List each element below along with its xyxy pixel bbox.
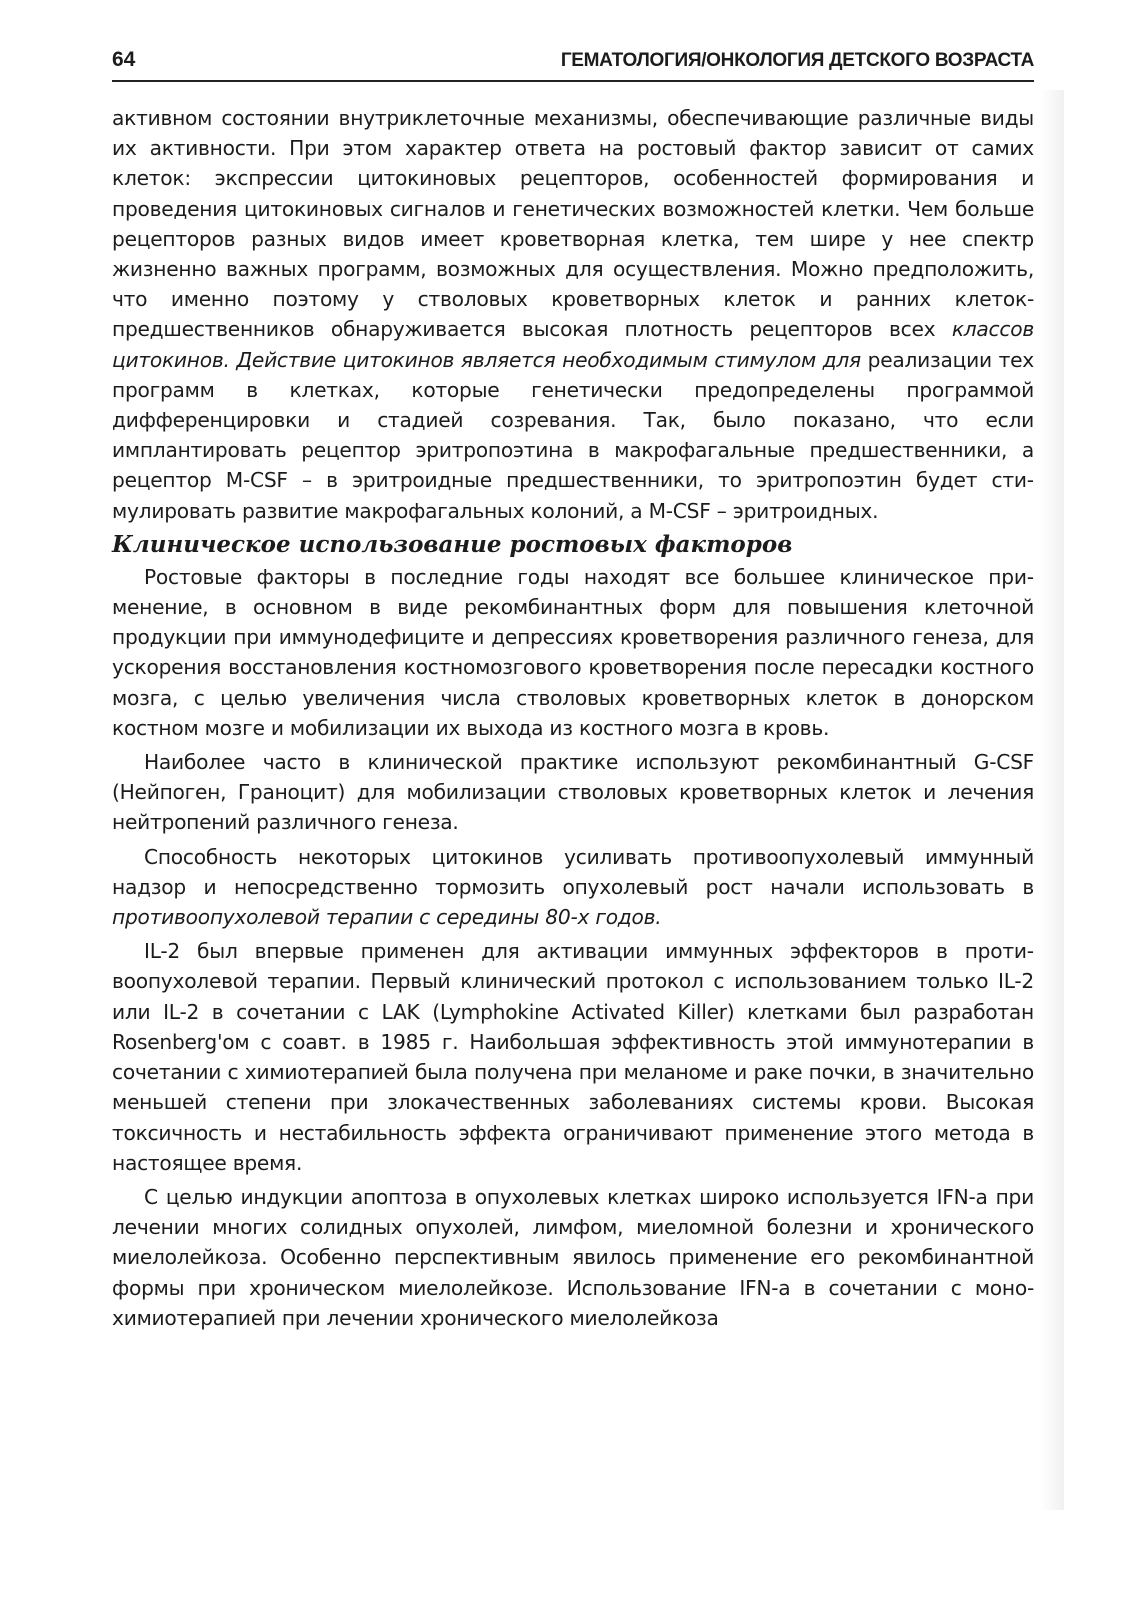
page-header bbox=[112, 44, 1034, 82]
paragraph-4 bbox=[112, 842, 1034, 933]
paragraph-1-rest-text: реализации тех программ в клетках, которые генетически предопределены программой дифференцировки и стадией созревания. Так, было показано, что если имплантировать рецептор эритропоэтина в макрофагальные предшественники, а рецептор M-CSF – в эритроидные предшественники, то эритропоэтин будет стимулировать развитие макрофагальных колоний, а M-CSF – эритроидных. bbox=[112, 347, 1034, 523]
page-body bbox=[112, 103, 1034, 1333]
paragraph-6: С целью индукции апоптоза в опухолевых клетках широко используется IFN-a при лечении многих солидных опухолей, лимфом, миеломной болезни и хронического миелолейкоза. Особенно перспективным явилось применение его рекомбинантной формы при хроническом миелолейкозе. Использование IFN-a в сочетании с моно- химиотерапией при лечении хронического миелолейкоза bbox=[112, 1184, 1034, 1330]
paragraph-4-text: Способность некоторых цитокинов усиливать противоопухолевый иммунный надзор и непосредственно тормозить опухолевый рост начали использовать в bbox=[112, 844, 1034, 899]
paragraph-4-italic-text: противоопухолевой терапии с середины 80-х годов. bbox=[112, 905, 662, 930]
running-title: ГЕМАТОЛОГИЯ/ОНКОЛОГИЯ ДЕТСКОГО ВОЗРАСТА bbox=[560, 50, 1034, 71]
paragraph-2: Ростовые факторы в последние годы находят все большее клиническое применение, в основном в виде рекомбинантных форм для повышения клеточной продукции при иммунодефиците и депрессиях кроветворения различного генеза, для ускорения восстановления костномозгового кроветворения после пересадки костного мозга, с целью увеличения числа стволовых кроветворных клеток в донорском костном мозге и мобилизации их выхода из костного мозга в кровь. bbox=[112, 564, 1034, 740]
page-number: 64 bbox=[112, 48, 136, 71]
paragraph-1-text: активном состоянии внутриклеточные механизмы, обеспечивающие различные виды их активности. При этом характер ответа на ростовый фактор зависит от самих клеток: экспрессии цитокиновых рецепторов, особенностей формирования и проведения цитокиновых сигналов и генетических возможностей клетки. Чем больше рецепторов разных видов имеет кроветворная клетка, тем шире у нее спектр жизненно важных программ, возможных для осуществления. Можно предположить, что именно поэтому у стволовых кроветворных клеток и ранних клеток-предшественников обнаруживается высокая плотность рецепторов всех bbox=[112, 106, 1034, 342]
paragraph-3: Наиболее часто в клинической практике используют рекомбинантный G-CSF (Нейпоген, Граноцит) для мобилизации стволовых кроветворных клеток и лечения нейтропений различного генеза. bbox=[112, 750, 1034, 835]
paragraph-5: IL-2 был впервые применен для активации иммунных эффекторов в противоопухолевой терапии. Первый клинический протокол с использованием только IL-2 или IL-2 в сочетании с LAK (Lymphokine Activated Killer) клетками был разработан Rosenberg'ом с соавт. в 1985 г. Наибольшая эффективность этой иммунотерапии в сочетании с химиотерапией была получена при меланоме и раке почки, в значительно меньшей степени при злокачественных заболеваниях системы крови. Высокая токсичность и нестабильность эффекта ограничивают применение этого метода в настоящее время. bbox=[112, 939, 1034, 1175]
page-edge-shadow bbox=[1040, 90, 1064, 1510]
section-heading: Клиническое использование ростовых факторов bbox=[112, 530, 793, 558]
paragraph-1 bbox=[112, 103, 1034, 526]
paragraph-1-italic-text: классов цитокинов. Действие цитокинов является необходимым стимулом для bbox=[112, 317, 1034, 372]
